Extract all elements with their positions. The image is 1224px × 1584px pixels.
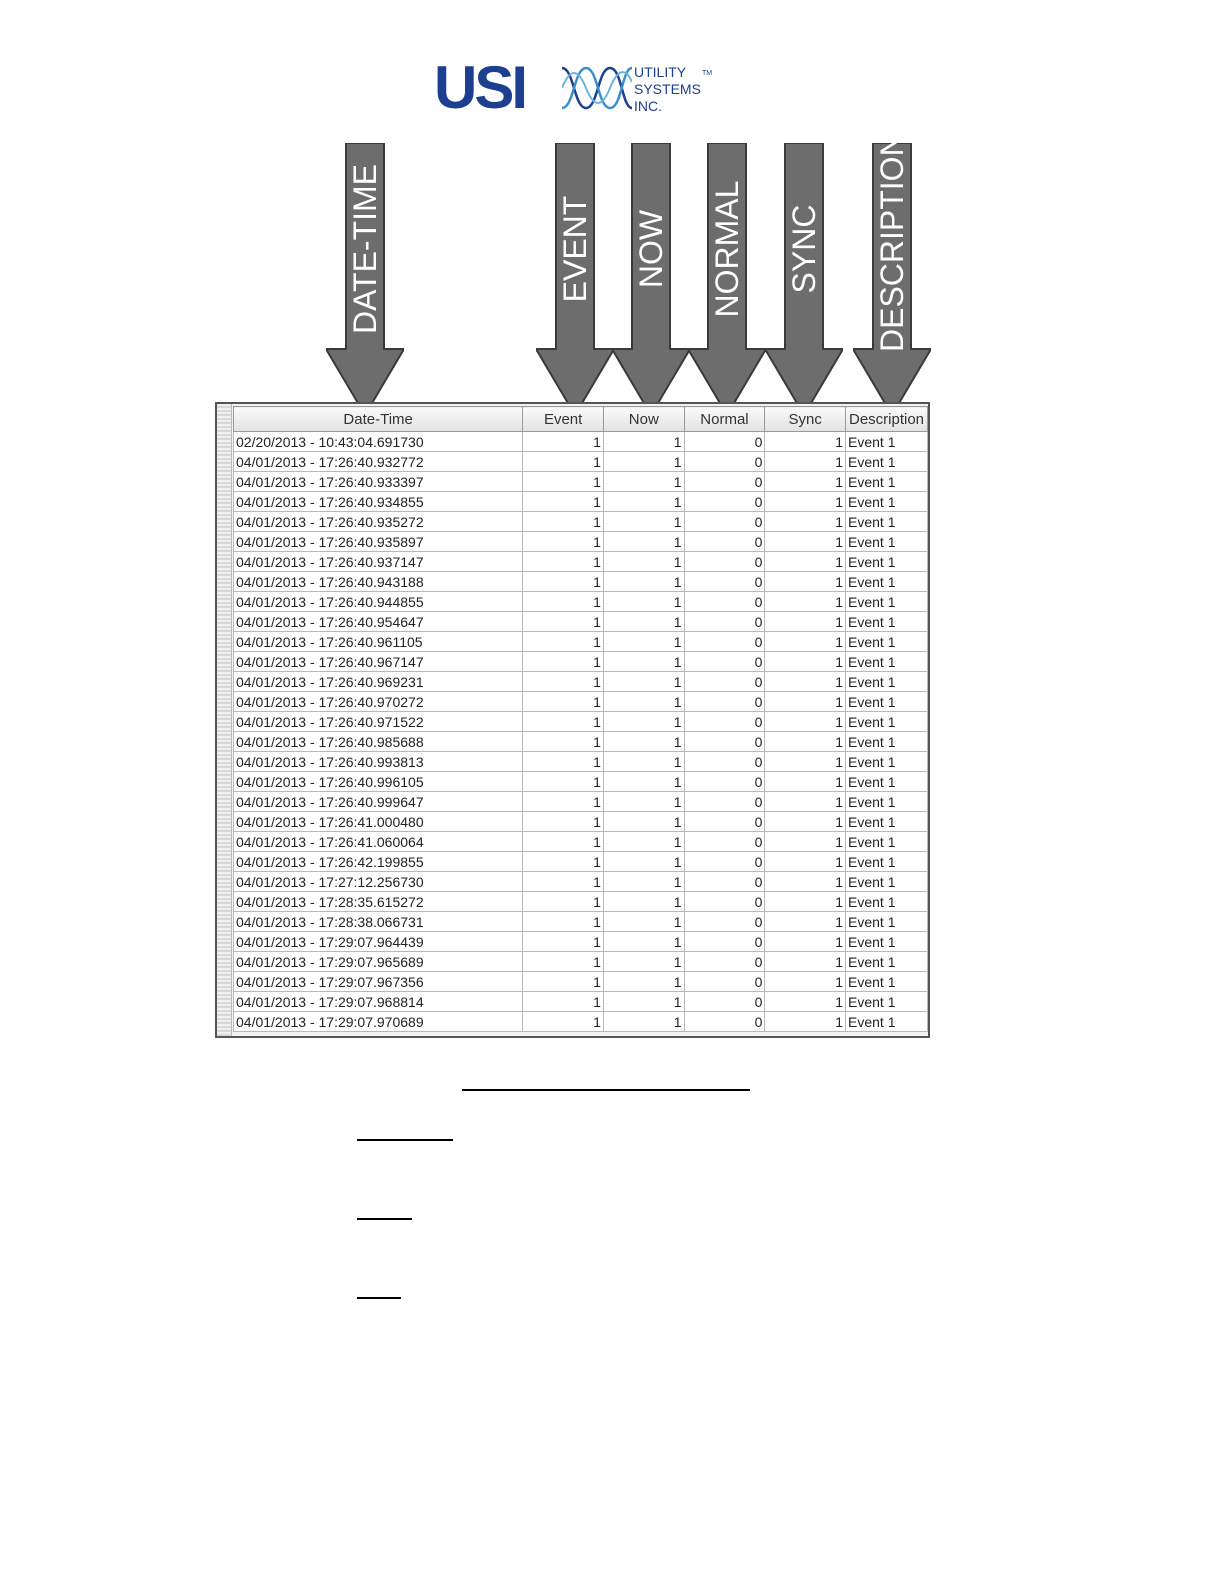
now-cell[interactable]: 1: [603, 712, 684, 732]
now-cell[interactable]: 1: [603, 732, 684, 752]
description-cell[interactable]: Event 1: [846, 712, 928, 732]
date-time-cell[interactable]: 04/01/2013 - 17:26:40.999647: [234, 792, 523, 812]
normal-cell[interactable]: 0: [684, 492, 765, 512]
date-time-cell[interactable]: 04/01/2013 - 17:26:40.985688: [234, 732, 523, 752]
event-cell[interactable]: 1: [523, 692, 604, 712]
arrow-label-event: EVENT: [557, 195, 593, 303]
table-header-row: [234, 407, 928, 432]
table-row[interactable]: [234, 492, 928, 512]
event-cell[interactable]: 1: [523, 872, 604, 892]
normal-cell[interactable]: 0: [684, 812, 765, 832]
event-cell[interactable]: 1: [523, 732, 604, 752]
event-log-table-frame: [215, 402, 930, 1038]
event-cell[interactable]: 1: [523, 452, 604, 472]
usi-logo: [434, 54, 724, 122]
sync-cell[interactable]: 1: [765, 712, 846, 732]
description-cell[interactable]: Event 1: [846, 872, 928, 892]
description-cell[interactable]: Event 1: [846, 652, 928, 672]
event-cell[interactable]: 1: [523, 592, 604, 612]
now-cell[interactable]: 1: [603, 672, 684, 692]
arrow-now: [612, 143, 690, 415]
table-body: [234, 432, 928, 1032]
logo-trademark: TM: [702, 70, 713, 77]
row-header-grip[interactable]: [217, 404, 232, 1036]
sync-cell[interactable]: 1: [765, 492, 846, 512]
date-time-cell[interactable]: 04/01/2013 - 17:29:07.964439: [234, 932, 523, 952]
description-cell[interactable]: Event 1: [846, 552, 928, 572]
column-header-event[interactable]: Event: [523, 407, 604, 432]
table-row[interactable]: [234, 592, 928, 612]
now-cell[interactable]: 1: [603, 772, 684, 792]
sync-cell[interactable]: 1: [765, 772, 846, 792]
sync-cell[interactable]: 1: [765, 572, 846, 592]
description-cell[interactable]: Event 1: [846, 1012, 928, 1032]
description-cell[interactable]: Event 1: [846, 732, 928, 752]
event-cell[interactable]: 1: [523, 972, 604, 992]
date-time-cell[interactable]: 04/01/2013 - 17:26:40.967147: [234, 652, 523, 672]
now-cell[interactable]: 1: [603, 1012, 684, 1032]
description-cell[interactable]: Event 1: [846, 452, 928, 472]
event-cell[interactable]: 1: [523, 432, 604, 452]
logo-waves-icon: [562, 62, 632, 114]
logo-line-3: INC.: [634, 98, 662, 114]
date-time-cell[interactable]: 04/01/2013 - 17:26:41.000480: [234, 812, 523, 832]
description-cell[interactable]: Event 1: [846, 832, 928, 852]
normal-cell[interactable]: 0: [684, 632, 765, 652]
description-cell[interactable]: Event 1: [846, 852, 928, 872]
normal-cell[interactable]: 0: [684, 452, 765, 472]
date-time-cell[interactable]: 04/01/2013 - 17:29:07.967356: [234, 972, 523, 992]
normal-cell[interactable]: 0: [684, 712, 765, 732]
normal-cell[interactable]: 0: [684, 872, 765, 892]
now-cell[interactable]: 1: [603, 812, 684, 832]
sync-cell[interactable]: 1: [765, 452, 846, 472]
now-cell[interactable]: 1: [603, 992, 684, 1012]
description-cell[interactable]: Event 1: [846, 792, 928, 812]
event-cell[interactable]: 1: [523, 552, 604, 572]
normal-cell[interactable]: 0: [684, 912, 765, 932]
now-cell[interactable]: 1: [603, 512, 684, 532]
event-cell[interactable]: 1: [523, 892, 604, 912]
arrow-normal: [688, 143, 766, 415]
event-cell[interactable]: 1: [523, 912, 604, 932]
event-cell[interactable]: 1: [523, 612, 604, 632]
table-row[interactable]: [234, 632, 928, 652]
arrow-sync: [765, 143, 843, 415]
date-time-cell[interactable]: 04/01/2013 - 17:29:07.965689: [234, 952, 523, 972]
table-row[interactable]: [234, 792, 928, 812]
date-time-cell[interactable]: 04/01/2013 - 17:26:40.943188: [234, 572, 523, 592]
now-cell[interactable]: 1: [603, 612, 684, 632]
date-time-cell[interactable]: 02/20/2013 - 10:43:04.691730: [234, 432, 523, 452]
sync-cell[interactable]: 1: [765, 972, 846, 992]
date-time-cell[interactable]: 04/01/2013 - 17:26:40.935272: [234, 512, 523, 532]
event-cell[interactable]: 1: [523, 572, 604, 592]
normal-cell[interactable]: 0: [684, 972, 765, 992]
column-header-description[interactable]: Description: [846, 407, 928, 432]
date-time-cell[interactable]: 04/01/2013 - 17:29:07.968814: [234, 992, 523, 1012]
normal-cell[interactable]: 0: [684, 992, 765, 1012]
event-cell[interactable]: 1: [523, 852, 604, 872]
description-cell[interactable]: Event 1: [846, 812, 928, 832]
sync-cell[interactable]: 1: [765, 832, 846, 852]
sync-cell[interactable]: 1: [765, 432, 846, 452]
date-time-cell[interactable]: 04/01/2013 - 17:26:41.060064: [234, 832, 523, 852]
date-time-cell[interactable]: 04/01/2013 - 17:26:40.933397: [234, 472, 523, 492]
sync-cell[interactable]: 1: [765, 912, 846, 932]
table-row[interactable]: [234, 532, 928, 552]
date-time-cell[interactable]: 04/01/2013 - 17:28:38.066731: [234, 912, 523, 932]
table-row[interactable]: [234, 652, 928, 672]
table-row[interactable]: [234, 912, 928, 932]
description-cell[interactable]: Event 1: [846, 972, 928, 992]
arrow-label-sync: SYNC: [786, 204, 822, 294]
table-row[interactable]: [234, 712, 928, 732]
now-cell[interactable]: 1: [603, 432, 684, 452]
description-cell[interactable]: Event 1: [846, 632, 928, 652]
table-row[interactable]: [234, 552, 928, 572]
sync-cell[interactable]: 1: [765, 792, 846, 812]
now-cell[interactable]: 1: [603, 912, 684, 932]
now-cell[interactable]: 1: [603, 592, 684, 612]
date-time-cell[interactable]: 04/01/2013 - 17:26:40.944855: [234, 592, 523, 612]
event-cell[interactable]: 1: [523, 932, 604, 952]
table-row[interactable]: [234, 772, 928, 792]
now-cell[interactable]: 1: [603, 472, 684, 492]
event-cell[interactable]: 1: [523, 672, 604, 692]
event-cell[interactable]: 1: [523, 832, 604, 852]
arrow-description: [853, 133, 931, 415]
event-cell[interactable]: 1: [523, 792, 604, 812]
date-time-cell[interactable]: 04/01/2013 - 17:29:07.970689: [234, 1012, 523, 1032]
event-cell[interactable]: 1: [523, 992, 604, 1012]
sync-cell[interactable]: 1: [765, 1012, 846, 1032]
sync-cell[interactable]: 1: [765, 592, 846, 612]
term-underline-1: [357, 1139, 453, 1141]
date-time-cell[interactable]: 04/01/2013 - 17:26:40.932772: [234, 452, 523, 472]
date-time-cell[interactable]: 04/01/2013 - 17:26:40.961105: [234, 632, 523, 652]
date-time-cell[interactable]: 04/01/2013 - 17:26:42.199855: [234, 852, 523, 872]
description-cell[interactable]: Event 1: [846, 912, 928, 932]
event-cell[interactable]: 1: [523, 512, 604, 532]
table-row[interactable]: [234, 732, 928, 752]
logo-mark: USI: [434, 54, 526, 121]
logo-line-1: UTILITY: [634, 64, 687, 80]
arrow-label-now: NOW: [633, 209, 669, 289]
now-cell[interactable]: 1: [603, 892, 684, 912]
now-cell[interactable]: 1: [603, 852, 684, 872]
arrow-date-time: [326, 143, 404, 415]
description-cell[interactable]: Event 1: [846, 752, 928, 772]
description-cell[interactable]: Event 1: [846, 572, 928, 592]
table-row[interactable]: [234, 812, 928, 832]
normal-cell[interactable]: 0: [684, 772, 765, 792]
description-cell[interactable]: Event 1: [846, 932, 928, 952]
normal-cell[interactable]: 0: [684, 592, 765, 612]
normal-cell[interactable]: 0: [684, 932, 765, 952]
sync-cell[interactable]: 1: [765, 852, 846, 872]
date-time-cell[interactable]: 04/01/2013 - 17:26:40.970272: [234, 692, 523, 712]
description-cell[interactable]: Event 1: [846, 532, 928, 552]
event-log-table: [233, 406, 928, 1032]
arrow-event: [536, 143, 614, 415]
event-cell[interactable]: 1: [523, 632, 604, 652]
sync-cell[interactable]: 1: [765, 812, 846, 832]
table-row[interactable]: [234, 972, 928, 992]
table-row[interactable]: [234, 872, 928, 892]
normal-cell[interactable]: 0: [684, 852, 765, 872]
date-time-cell[interactable]: 04/01/2013 - 17:26:40.996105: [234, 772, 523, 792]
column-header-date-time[interactable]: Date-Time: [234, 407, 523, 432]
logo-line-2: SYSTEMS: [634, 81, 701, 97]
normal-cell[interactable]: 0: [684, 472, 765, 492]
sync-cell[interactable]: 1: [765, 552, 846, 572]
table-row[interactable]: [234, 952, 928, 972]
now-cell[interactable]: 1: [603, 572, 684, 592]
arrow-label-description: DESCRIPTION: [874, 133, 910, 352]
description-cell[interactable]: Event 1: [846, 592, 928, 612]
date-time-cell[interactable]: 04/01/2013 - 17:28:35.615272: [234, 892, 523, 912]
description-cell[interactable]: Event 1: [846, 672, 928, 692]
now-cell[interactable]: 1: [603, 872, 684, 892]
date-time-cell[interactable]: 04/01/2013 - 17:26:40.935897: [234, 532, 523, 552]
event-cell[interactable]: 1: [523, 472, 604, 492]
description-cell[interactable]: Event 1: [846, 492, 928, 512]
now-cell[interactable]: 1: [603, 832, 684, 852]
date-time-cell[interactable]: 04/01/2013 - 17:26:40.934855: [234, 492, 523, 512]
sync-cell[interactable]: 1: [765, 952, 846, 972]
date-time-cell[interactable]: 04/01/2013 - 17:26:40.969231: [234, 672, 523, 692]
now-cell[interactable]: 1: [603, 972, 684, 992]
table-row[interactable]: [234, 472, 928, 492]
table-row[interactable]: [234, 752, 928, 772]
table-row[interactable]: [234, 692, 928, 712]
now-cell[interactable]: 1: [603, 492, 684, 512]
now-cell[interactable]: 1: [603, 652, 684, 672]
normal-cell[interactable]: 0: [684, 952, 765, 972]
description-cell[interactable]: Event 1: [846, 892, 928, 912]
now-cell[interactable]: 1: [603, 952, 684, 972]
normal-cell[interactable]: 0: [684, 792, 765, 812]
normal-cell[interactable]: 0: [684, 652, 765, 672]
sync-cell[interactable]: 1: [765, 472, 846, 492]
normal-cell[interactable]: 0: [684, 752, 765, 772]
date-time-cell[interactable]: 04/01/2013 - 17:26:40.937147: [234, 552, 523, 572]
now-cell[interactable]: 1: [603, 792, 684, 812]
now-cell[interactable]: 1: [603, 932, 684, 952]
arrow-label-normal: NORMAL: [709, 180, 745, 318]
now-cell[interactable]: 1: [603, 532, 684, 552]
normal-cell[interactable]: 0: [684, 612, 765, 632]
event-cell[interactable]: 1: [523, 712, 604, 732]
term-underline-2: [357, 1218, 412, 1220]
sync-cell[interactable]: 1: [765, 892, 846, 912]
caption-underline: [462, 1089, 750, 1091]
event-cell[interactable]: 1: [523, 952, 604, 972]
column-header-normal[interactable]: Normal: [684, 407, 765, 432]
event-cell[interactable]: 1: [523, 492, 604, 512]
table-row[interactable]: [234, 672, 928, 692]
now-cell[interactable]: 1: [603, 632, 684, 652]
sync-cell[interactable]: 1: [765, 932, 846, 952]
arrow-label-date-time: DATE-TIME: [347, 163, 383, 335]
description-cell[interactable]: Event 1: [846, 612, 928, 632]
normal-cell[interactable]: 0: [684, 1012, 765, 1032]
normal-cell[interactable]: 0: [684, 572, 765, 592]
event-cell[interactable]: 1: [523, 812, 604, 832]
table-row[interactable]: [234, 572, 928, 592]
sync-cell[interactable]: 1: [765, 632, 846, 652]
table-row[interactable]: [234, 852, 928, 872]
now-cell[interactable]: 1: [603, 452, 684, 472]
sync-cell[interactable]: 1: [765, 752, 846, 772]
sync-cell[interactable]: 1: [765, 872, 846, 892]
normal-cell[interactable]: 0: [684, 832, 765, 852]
description-cell[interactable]: Event 1: [846, 992, 928, 1012]
date-time-cell[interactable]: 04/01/2013 - 17:26:40.954647: [234, 612, 523, 632]
table-row[interactable]: [234, 432, 928, 452]
table-row[interactable]: [234, 892, 928, 912]
logo-company-name: [634, 64, 701, 115]
date-time-cell[interactable]: 04/01/2013 - 17:27:12.256730: [234, 872, 523, 892]
now-cell[interactable]: 1: [603, 552, 684, 572]
normal-cell[interactable]: 0: [684, 692, 765, 712]
table-row[interactable]: [234, 452, 928, 472]
sync-cell[interactable]: 1: [765, 652, 846, 672]
table-row[interactable]: [234, 832, 928, 852]
normal-cell[interactable]: 0: [684, 432, 765, 452]
sync-cell[interactable]: 1: [765, 692, 846, 712]
description-cell[interactable]: Event 1: [846, 692, 928, 712]
event-cell[interactable]: 1: [523, 532, 604, 552]
event-cell[interactable]: 1: [523, 1012, 604, 1032]
sync-cell[interactable]: 1: [765, 612, 846, 632]
sync-cell[interactable]: 1: [765, 512, 846, 532]
table-row[interactable]: [234, 932, 928, 952]
normal-cell[interactable]: 0: [684, 732, 765, 752]
sync-cell[interactable]: 1: [765, 532, 846, 552]
normal-cell[interactable]: 0: [684, 552, 765, 572]
column-header-now[interactable]: Now: [603, 407, 684, 432]
description-cell[interactable]: Event 1: [846, 472, 928, 492]
description-cell[interactable]: Event 1: [846, 772, 928, 792]
normal-cell[interactable]: 0: [684, 672, 765, 692]
term-underline-3: [357, 1297, 401, 1299]
now-cell[interactable]: 1: [603, 752, 684, 772]
normal-cell[interactable]: 0: [684, 892, 765, 912]
description-cell[interactable]: Event 1: [846, 512, 928, 532]
event-cell[interactable]: 1: [523, 752, 604, 772]
sync-cell[interactable]: 1: [765, 672, 846, 692]
column-header-sync[interactable]: Sync: [765, 407, 846, 432]
event-cell[interactable]: 1: [523, 652, 604, 672]
table-row[interactable]: [234, 992, 928, 1012]
event-cell[interactable]: 1: [523, 772, 604, 792]
normal-cell[interactable]: 0: [684, 532, 765, 552]
sync-cell[interactable]: 1: [765, 732, 846, 752]
description-cell[interactable]: Event 1: [846, 432, 928, 452]
table-row[interactable]: [234, 512, 928, 532]
now-cell[interactable]: 1: [603, 692, 684, 712]
table-row[interactable]: [234, 1012, 928, 1032]
normal-cell[interactable]: 0: [684, 512, 765, 532]
date-time-cell[interactable]: 04/01/2013 - 17:26:40.993813: [234, 752, 523, 772]
description-cell[interactable]: Event 1: [846, 952, 928, 972]
sync-cell[interactable]: 1: [765, 992, 846, 1012]
date-time-cell[interactable]: 04/01/2013 - 17:26:40.971522: [234, 712, 523, 732]
table-row[interactable]: [234, 612, 928, 632]
